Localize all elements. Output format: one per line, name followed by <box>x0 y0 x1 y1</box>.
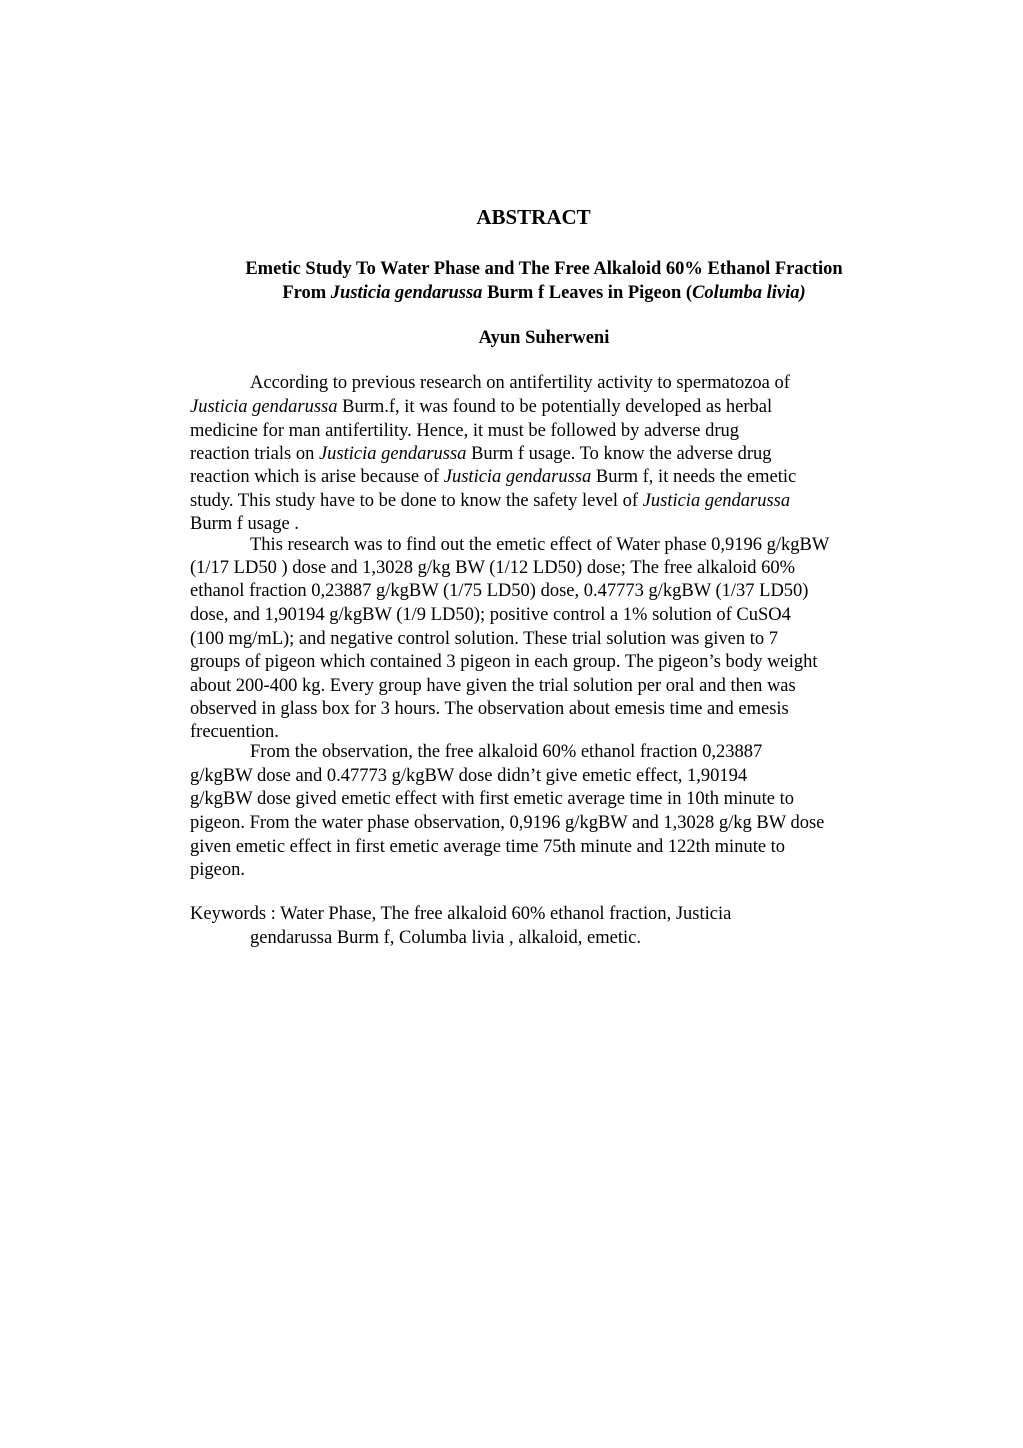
title-line-2: From Justicia gendarussa Burm f Leaves in Pigeon (Columba livia) <box>282 283 806 303</box>
para1-line-3: medicine for man antifertility. Hence, it must be followed by adverse drug <box>190 421 740 441</box>
para3-line-6: pigeon. <box>190 860 245 880</box>
para3-line-2: g/kgBW dose and 0.47773 g/kgBW dose didn’t give emetic effect, 1,90194 <box>190 766 748 786</box>
para1-line-2: Justicia gendarussa Burm.f, it was found to be potentially developed as herbal <box>190 397 773 417</box>
para2-line-9: frecuention. <box>190 722 279 742</box>
para1-line-1: According to previous research on antifertility activity to spermatozoa of <box>250 373 790 393</box>
paper-title <box>190 257 898 305</box>
keywords-line-1: Keywords : Water Phase, The free alkaloid 60% ethanol fraction, Justicia <box>190 904 732 924</box>
para3-line-5: given emetic effect in first emetic average time 75th minute and 122th minute to <box>190 837 786 857</box>
keywords-line-2: gendarussa Burm f, Columba livia , alkaloid, emetic. <box>250 928 641 948</box>
title-line-1: Emetic Study To Water Phase and The Free Alkaloid 60% Ethanol Fraction <box>245 259 843 279</box>
para2-line-6: groups of pigeon which contained 3 pigeon in each group. The pigeon’s body weight <box>190 652 818 672</box>
abstract-heading: ABSTRACT <box>476 205 591 229</box>
para2-line-1: This research was to find out the emetic effect of Water phase 0,9196 g/kgBW <box>250 535 830 555</box>
para3-line-1: From the observation, the free alkaloid 60% ethanol fraction 0,23887 <box>250 742 763 762</box>
para1-line-6: study. This study have to be done to know the safety level of Justicia gendarussa <box>190 491 791 511</box>
para3-line-4: pigeon. From the water phase observation, 0,9196 g/kgBW and 1,3028 g/kg BW dose <box>190 813 825 833</box>
para2-line-5: (100 mg/mL); and negative control solution. These trial solution was given to 7 <box>190 629 778 649</box>
author-name: Ayun Suherweni <box>478 328 610 348</box>
species-name: Justicia gendarussa <box>330 283 483 303</box>
para2-line-4: dose, and 1,90194 g/kgBW (1/9 LD50); positive control a 1% solution of CuSO4 <box>190 605 791 625</box>
para2-line-3: ethanol fraction 0,23887 g/kgBW (1/75 LD50) dose, 0.47773 g/kgBW (1/37 LD50) <box>190 581 809 601</box>
para1-line-5: reaction which is arise because of Justicia gendarussa Burm f, it needs the emetic <box>190 467 797 487</box>
para3-line-3: g/kgBW dose gived emetic effect with first emetic average time in 10th minute to <box>190 789 794 809</box>
para2-line-7: about 200-400 kg. Every group have given the trial solution per oral and then was <box>190 676 796 696</box>
para2-line-2: (1/17 LD50 ) dose and 1,3028 g/kg BW (1/12 LD50) dose; The free alkaloid 60% <box>190 558 796 578</box>
para1-line-7: Burm f usage . <box>190 514 299 534</box>
para1-line-4: reaction trials on Justicia gendarussa Burm f usage. To know the adverse drug <box>190 444 772 464</box>
para2-line-8: observed in glass box for 3 hours. The observation about emesis time and emesis <box>190 699 789 719</box>
bird-species-name: Columba livia) <box>692 283 806 303</box>
